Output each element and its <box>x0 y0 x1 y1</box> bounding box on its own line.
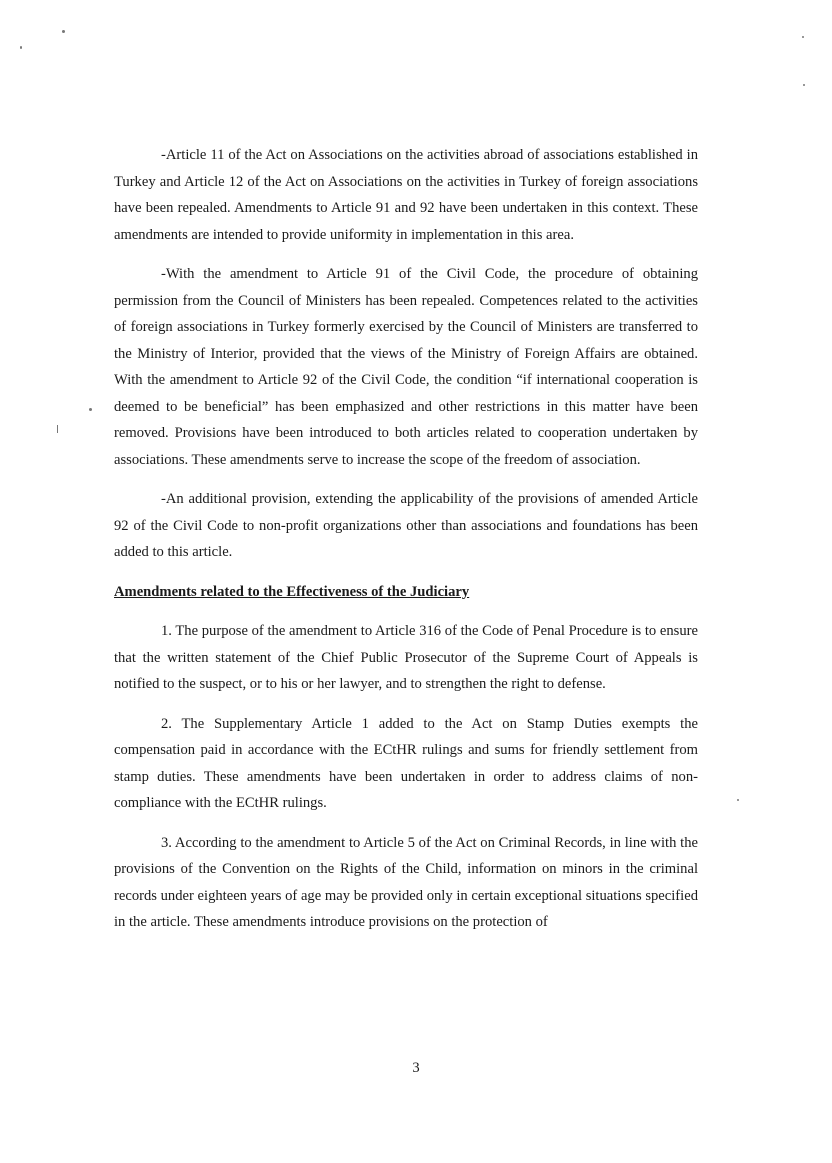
paragraph-associations-abroad: -Article 11 of the Act on Associations on the activities abroad of associations established in Turkey and Article 12 of the Act on Associations on the activities in Turkey of foreign associations have been repealed. Amendments to Article 91 and 92 have been undertaken in this context. These amendments are intended to provide uniformity in implementation in this area. <box>114 147 698 243</box>
scan-speck <box>62 30 65 33</box>
numbered-paragraph-3: 3. According to the amendment to Article 5 of the Act on Criminal Records, in line with the provisions of the Convention on the Rights of the Child, information on minors in the criminal records under eighteen years of age may be provided only in certain exceptional situations specified in the article. These amendments introduce provisions on the protection of <box>114 834 698 930</box>
numbered-paragraph-2: 2. The Supplementary Article 1 added to the Act on Stamp Duties exempts the compensation paid in accordance with the ECtHR rulings and sums for friendly settlement from stamp duties. These amendments have been undertaken in order to address claims of non-compliance with the ECtHR rulings. <box>114 715 698 811</box>
paragraph-additional-provision: -An additional provision, extending the applicability of the provisions of amended Article 92 of the Civil Code to non-profit organizations other than associations and foundations has been added to this article. <box>114 491 698 560</box>
scan-speck <box>737 799 739 801</box>
scan-speck <box>57 425 58 433</box>
page-number: 3 <box>412 1060 420 1076</box>
paragraph-article-91-92: -With the amendment to Article 91 of the Civil Code, the procedure of obtaining permission from the Council of Ministers has been repealed. Competences related to the activities of foreign associations in Turkey formerly exercised by the Council of Ministers are transferred to the Ministry of Interior, provided that the views of the Ministry of Foreign Affairs are obtained. With the amendment to Article 92 of the Civil Code, the condition “if international cooperation is deemed to be beneficial” has been emphasized and other restrictions in this matter have been removed. Provisions have been introduced to both articles related to cooperation undertaken by associations. These amendments serve to increase the scope of the freedom of association. <box>114 266 698 468</box>
numbered-paragraph-1: 1. The purpose of the amendment to Article 316 of the Code of Penal Procedure is to ensure that the written statement of the Chief Public Prosecutor of the Supreme Court of Appeals is notified to the suspect, or to his or her lawyer, and to strengthen the right to defense. <box>114 623 698 692</box>
scan-speck <box>20 46 22 49</box>
scan-speck <box>89 408 92 411</box>
scan-speck <box>802 36 804 38</box>
document-body <box>114 142 698 949</box>
scan-speck <box>803 84 805 86</box>
section-heading: Amendments related to the Effectiveness of the Judiciary <box>114 583 470 600</box>
